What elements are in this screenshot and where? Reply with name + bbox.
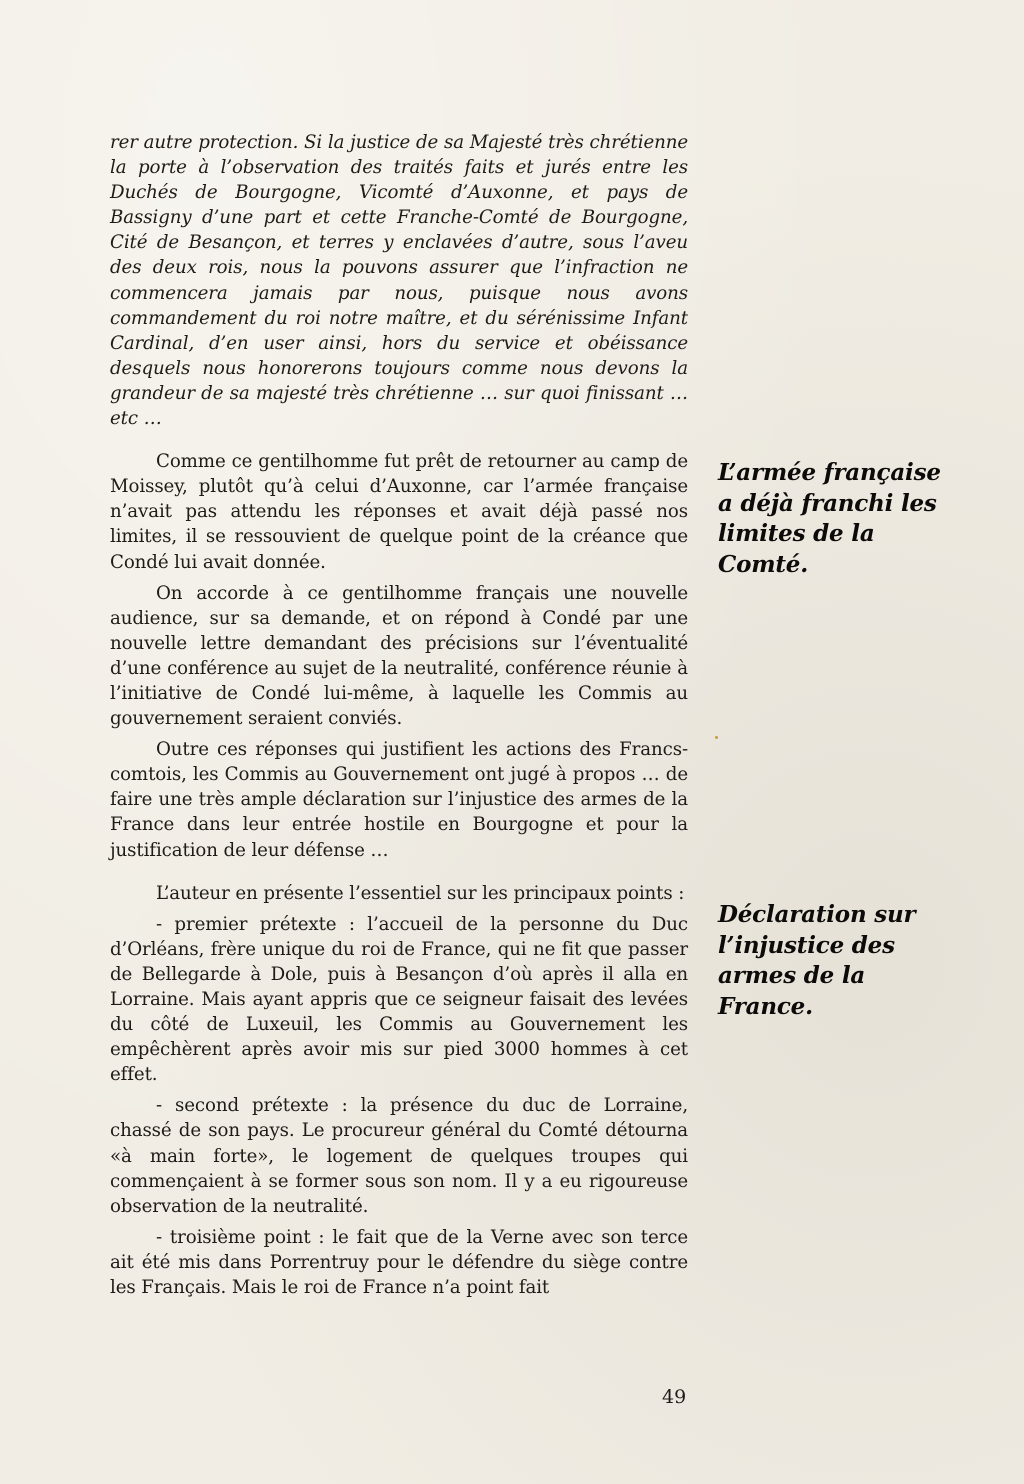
list-item-paragraph: - troisième point : le fait que de la Verne avec son terce ait été mis dans Porrentruy pour le défendre du siège contre les Français. Mais le roi de France n’a point fait (110, 1226, 688, 1299)
page-number: 49 (662, 1386, 687, 1408)
body-paragraph: Comme ce gentilhomme fut prêt de retourner au camp de Moissey, plutôt qu’à celui d’Auxonne, car l’armée française n’avait pas attendu les réponses et avait déjà passé nos limites, il se ressouvient de quelque point de la créance que Condé lui avait donnée. (110, 451, 688, 573)
margin-note: L’armée française a déjà franchi les limites de la Comté. (718, 459, 941, 578)
quoted-letter-paragraph: rer autre protection. Si la justice de sa Majesté très chrétienne la porte à l’observation des traités faits et jurés entre les Duchés de Bourgogne, Vicomté d’Auxonne, et pays de Bassigny d’une part et cette Franche-Comté de Bourgogne, Cité de Besançon, et terres y enclavées d’autre, sous l’aveu des deux rois, nous la pouvons assurer que l’infraction ne commencera jamais par nous, puisque nous avons commandement du roi notre maître, et du sérénissime Infant Cardinal, d’en user ainsi, hors du service et obéissance desquels nous honorerons toujours comme nous devons la grandeur de sa majesté très chrétienne … sur quoi finissant … etc … (110, 132, 688, 430)
list-item-paragraph: - second prétexte : la présence du duc de Lorraine, chassé de son pays. Le procureur général du Comté détourna «à main forte», le logement de quelques troupes qui commençaient à se former sous son nom. Il y a eu rigoureuse observation de la neutralité. (110, 1095, 688, 1217)
body-paragraph: On accorde à ce gentilhomme français une nouvelle audience, sur sa demande, et on répond à Condé par une nouvelle lettre demandant des précisions sur l’éventualité d’une conférence au sujet de la neutralité, conférence réunie à l’initiative de Condé lui-même, à laquelle les Commis au gouvernement seraient conviés. (110, 582, 688, 730)
body-paragraph: Outre ces réponses qui justifient les actions des Francs-comtois, les Commis au Gouvernement ont jugé à propos … de faire une très ample déclaration sur l’injustice des armes de la France dans leur entrée hostile en Bourgogne et pour la justification de leur défense … (110, 739, 688, 861)
body-paragraph: L’auteur en présente l’essentiel sur les principaux points : (156, 882, 685, 904)
paper-speck (715, 736, 718, 739)
list-item-paragraph: - premier prétexte : l’accueil de la personne du Duc d’Orléans, frère unique du roi de France, qui ne fit que passer de Bellegarde à Dole, puis à Besançon d’où après il alla en Lorraine. Mais ayant appris que ce seigneur faisait des levées du côté de Luxeuil, les Commis au Gouvernement les empêchèrent après avoir mis sur pied 3000 hommes à cet effet. (110, 913, 688, 1086)
main-text-column (110, 130, 688, 1300)
margin-note: Déclaration sur l’injustice des armes de la France. (718, 901, 916, 1020)
